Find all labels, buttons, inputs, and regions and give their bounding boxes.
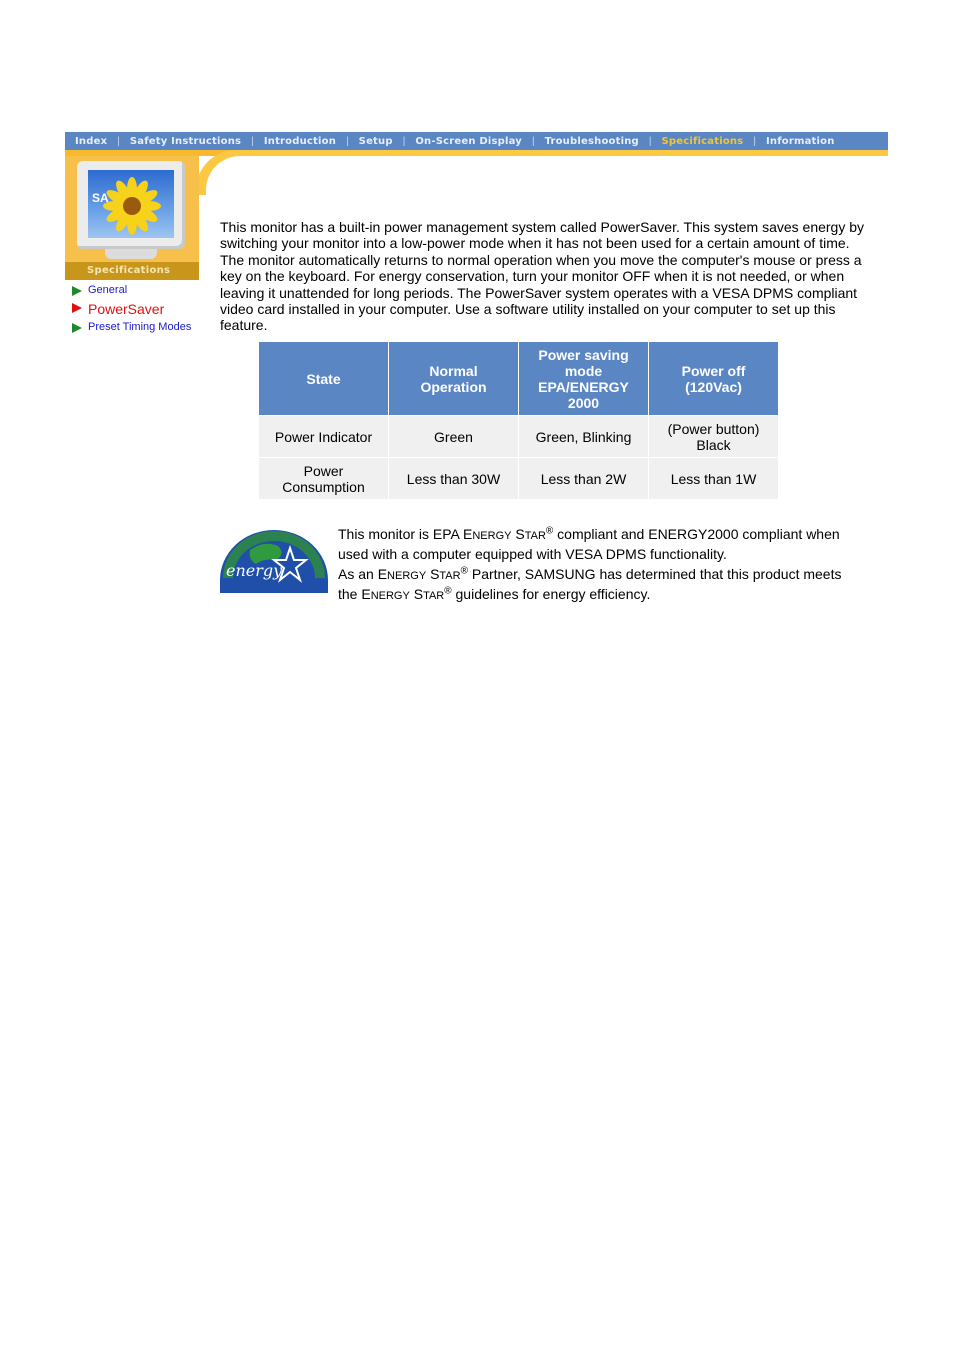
side-nav	[72, 284, 192, 338]
nav-on-screen-display[interactable]: On-Screen Display	[415, 135, 522, 147]
top-nav-bar	[65, 132, 888, 151]
side-nav-link-preset-timing-modes[interactable]: Preset Timing Modes	[88, 321, 192, 333]
nav-separator: |	[402, 135, 406, 147]
nav-setup[interactable]: Setup	[358, 135, 393, 147]
monitor-base	[105, 249, 157, 259]
table-cell: Power Indicator	[259, 416, 388, 457]
nav-separator: |	[753, 135, 756, 147]
section-image	[65, 156, 199, 280]
text-segment: E	[377, 566, 388, 582]
column-header: Normal Operation	[389, 342, 518, 415]
nav-separator: |	[648, 135, 652, 147]
registered-mark: ®	[460, 565, 468, 577]
sunflower-icon	[88, 170, 174, 238]
column-header: Power saving mode EPA/ENERGY 2000	[519, 342, 648, 415]
text-segment: This monitor is EPA	[338, 526, 464, 542]
nav-separator: |	[117, 135, 120, 147]
bullet-arrow-icon	[72, 323, 82, 333]
side-nav-item-general[interactable]	[72, 284, 192, 297]
text-segment: S	[430, 566, 440, 582]
text-segment: TAR	[423, 590, 445, 602]
power-state-table	[258, 341, 779, 500]
table-cell: Less than 2W	[519, 458, 648, 499]
text-segment: Partner, SAMSUNG has determined that this product meets the	[338, 566, 842, 602]
side-nav-item-powersaver[interactable]	[72, 301, 192, 317]
side-nav-link-powersaver[interactable]: PowerSaver	[88, 301, 165, 317]
table-row	[259, 416, 778, 457]
text-segment: NERGY	[370, 590, 410, 602]
nav-separator: |	[531, 135, 535, 147]
content-area-curve	[206, 156, 888, 201]
text-segment: S	[413, 586, 424, 602]
table-cell: Green, Blinking	[519, 416, 648, 457]
text-segment: compliant and ENERGY2000 compliant when used with a computer equipped with VESA DPMS functionality.	[338, 526, 840, 562]
table-cell: (Power button) Black	[649, 416, 778, 457]
text-segment: NERGY	[387, 570, 427, 582]
intro-paragraph: This monitor has a built-in power management system called PowerSaver. This system saves energy by switching your monitor into a low-power mode when it has not been used for a certain amount of time. The monitor automatically returns to normal operation when you move the computer's mouse or press a key on the keyboard. For energy conservation, turn your monitor OFF when it is not needed, or when leaving it unattended for long periods. The PowerSaver system operates with a VESA DPMS compliant video card installed in your computer. Use a software utility installed on your computer to set up this feature.	[220, 219, 865, 334]
energy-compliance-text	[338, 525, 858, 563]
table-row	[259, 458, 778, 499]
energy-star-logo	[220, 530, 328, 593]
side-nav-item-preset-timing-modes[interactable]	[72, 321, 192, 334]
registered-mark: ®	[545, 525, 554, 537]
nav-separator: |	[346, 135, 349, 147]
bullet-arrow-icon	[72, 303, 82, 313]
side-nav-link-general[interactable]: General	[88, 284, 128, 296]
monitor-brand-fragment: SA	[92, 191, 109, 205]
nav-safety-instructions[interactable]: Safety Instructions	[129, 135, 242, 147]
text-segment: As an	[338, 566, 378, 582]
nav-troubleshooting[interactable]: Troubleshooting	[544, 135, 639, 147]
energy-partner-text	[338, 565, 858, 605]
energy-logo-text: energy	[226, 561, 283, 580]
nav-specifications[interactable]: Specifications	[661, 135, 744, 147]
table-header-row	[259, 342, 778, 415]
text-segment: S	[515, 526, 525, 542]
column-header: State	[259, 342, 388, 415]
monitor-icon	[77, 161, 185, 249]
text-segment: TAR	[524, 530, 546, 542]
section-image-label: Specifications	[65, 262, 199, 280]
column-header: Power off (120Vac)	[649, 342, 778, 415]
nav-introduction[interactable]: Introduction	[263, 135, 337, 147]
registered-mark: ®	[444, 585, 452, 597]
nav-information[interactable]: Information	[766, 135, 835, 147]
monitor-screen	[88, 170, 174, 238]
text-segment: guidelines for energy efficiency.	[451, 586, 651, 602]
table-cell: Less than 1W	[649, 458, 778, 499]
energy-star-statement	[338, 525, 858, 605]
text-segment: TAR	[439, 570, 461, 582]
text-segment: NERGY	[472, 530, 512, 542]
table-cell: Green	[389, 416, 518, 457]
text-segment: E	[463, 526, 473, 542]
bullet-arrow-icon	[72, 286, 82, 296]
nav-index[interactable]: Index	[75, 135, 108, 147]
text-segment: E	[361, 586, 371, 602]
nav-separator: |	[251, 135, 254, 147]
table-cell: Power Consumption	[259, 458, 388, 499]
table-cell: Less than 30W	[389, 458, 518, 499]
